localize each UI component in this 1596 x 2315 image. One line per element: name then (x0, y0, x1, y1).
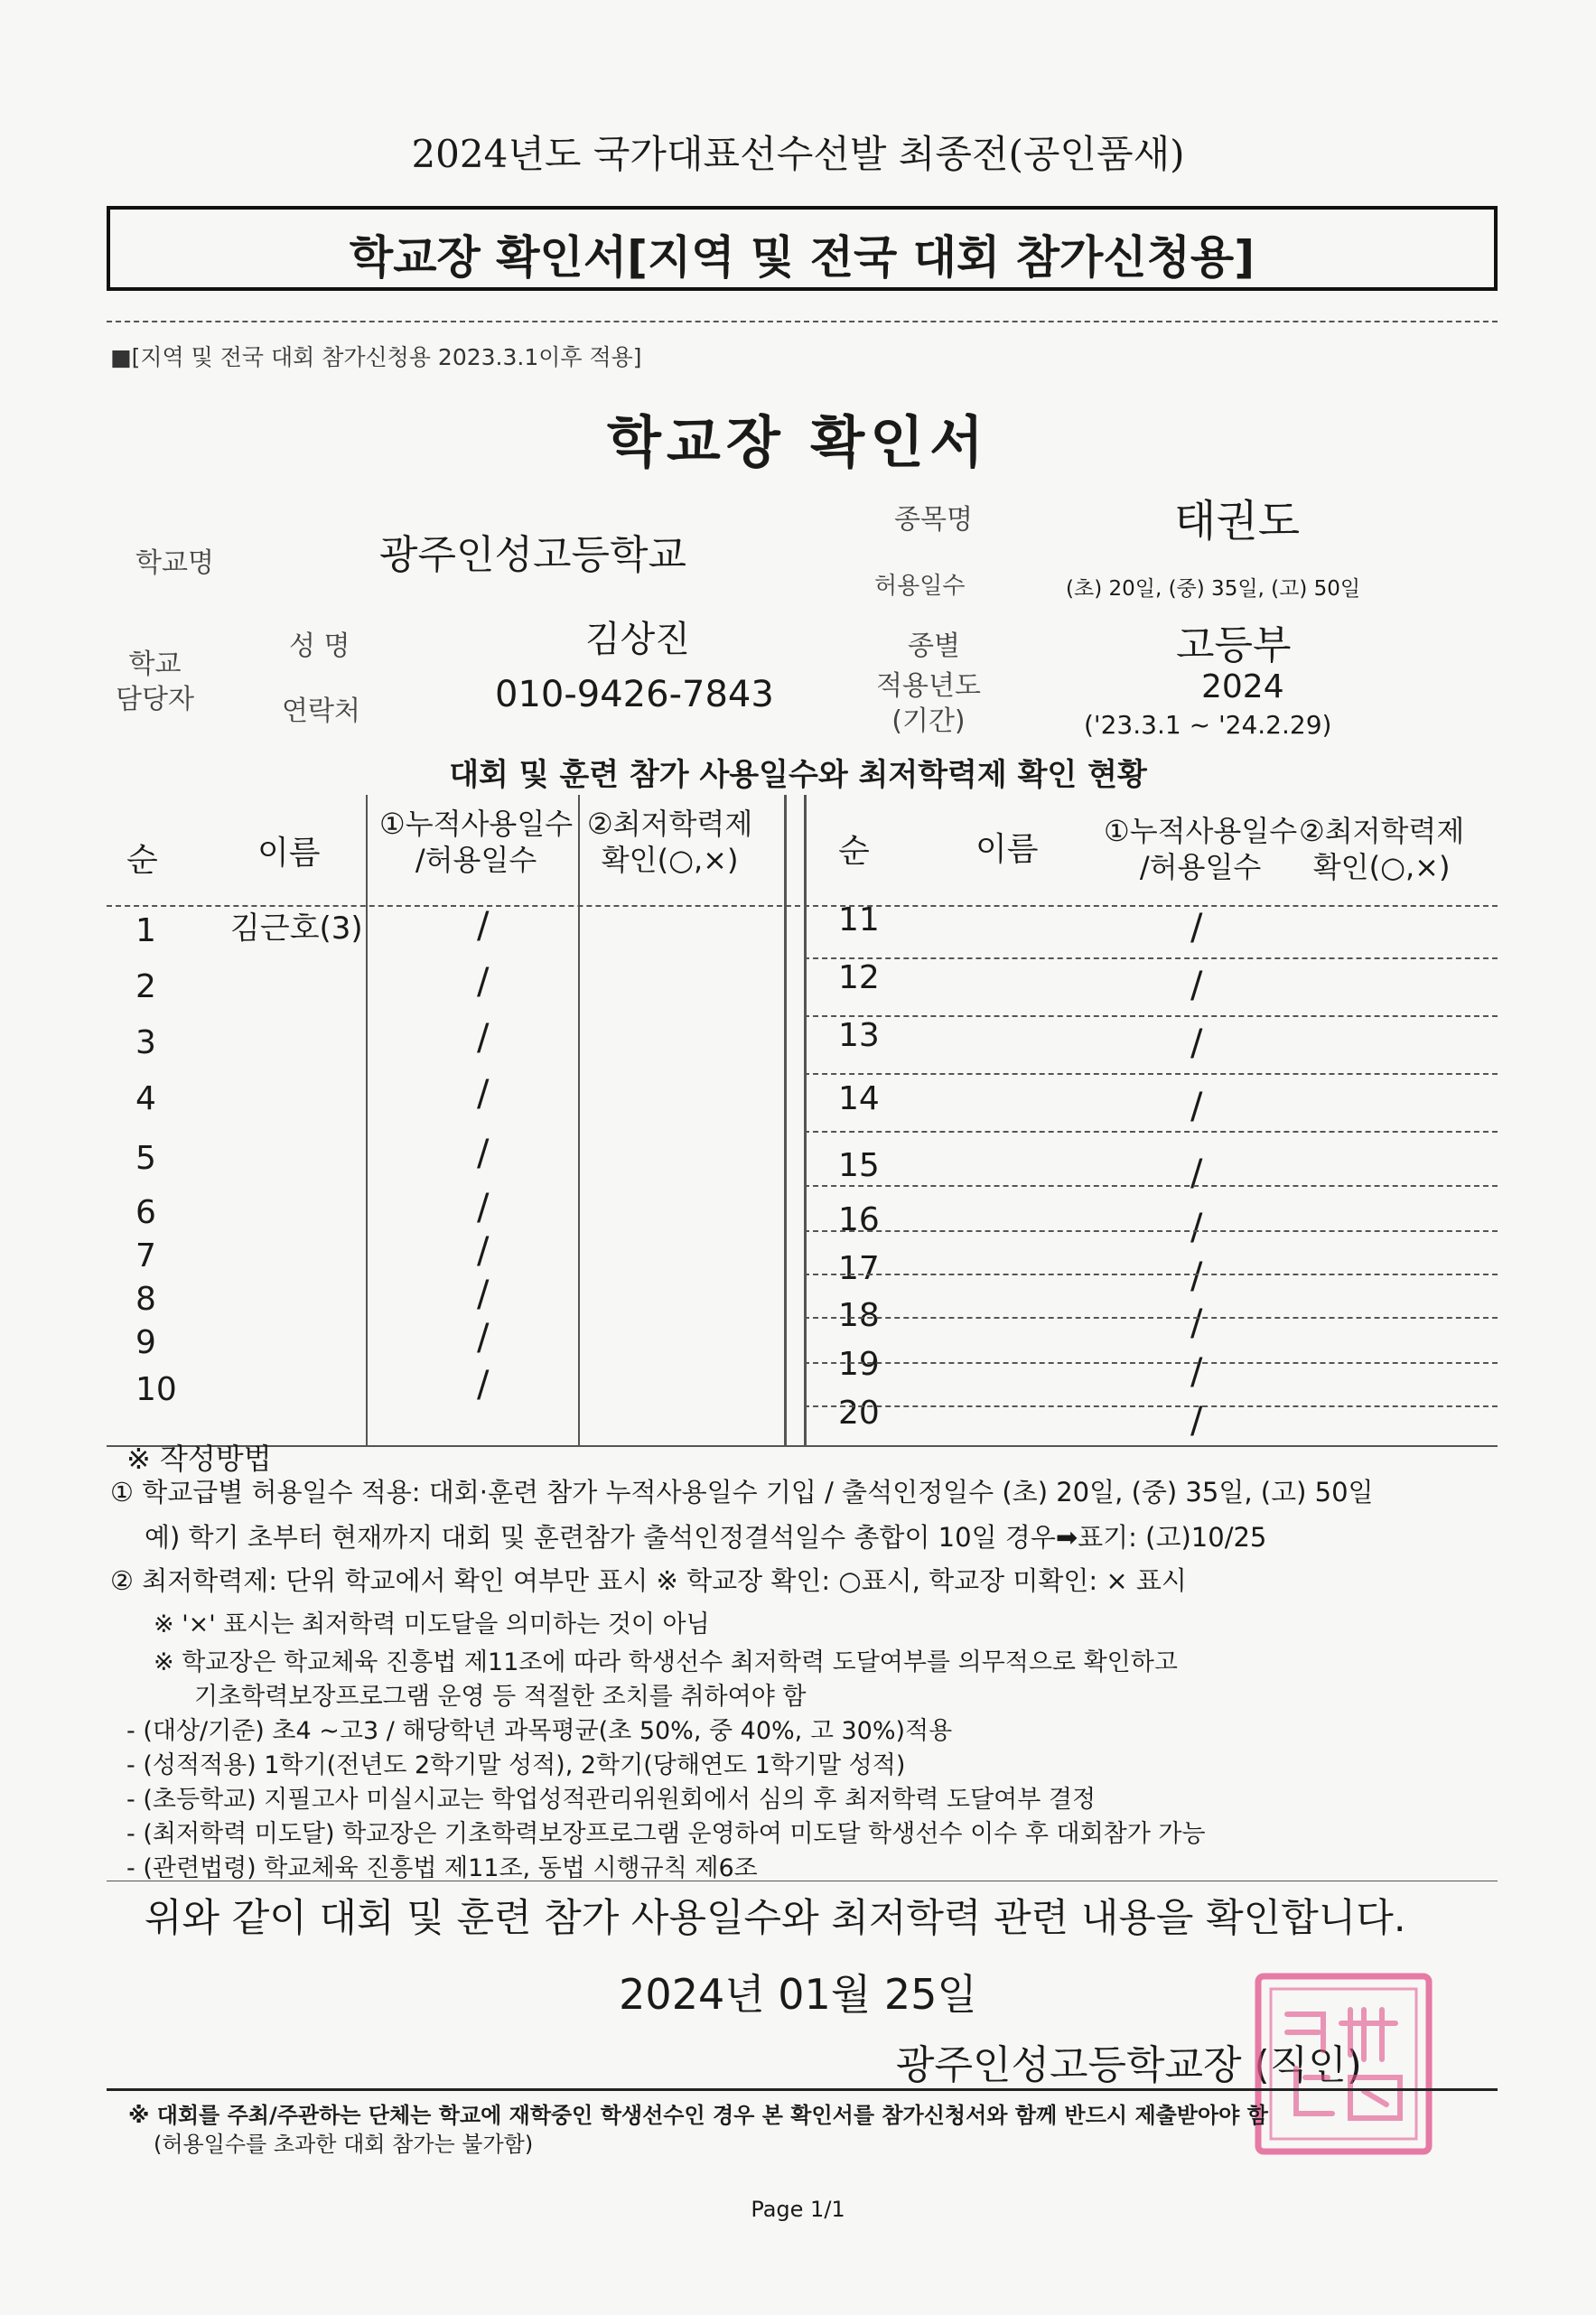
instructions-heading: ※ 작성방법 (126, 1442, 272, 1476)
col-days-left: ①누적사용일수 /허용일수 (379, 807, 574, 877)
row-number: 7 (135, 1237, 156, 1274)
manager-label: 학교 담당자 (116, 649, 194, 715)
days-slash: / (1190, 1302, 1203, 1344)
days-slash: / (477, 1187, 490, 1228)
days-slash: / (477, 1133, 490, 1174)
instruction-line: - (대상/기준) 초4 ~고3 / 해당학년 과목평균(초 50%, 중 40%, 고 30%)적용 (126, 1717, 953, 1745)
period-value: ('23.3.1 ~ '24.2.29) (1084, 710, 1332, 740)
name-value: 김상진 (585, 619, 690, 660)
grid-line (107, 1445, 1498, 1447)
days-slash: / (477, 1073, 490, 1115)
contact-label: 연락처 (282, 695, 360, 727)
notice-line: ■[지역 및 전국 대회 참가신청용 2023.3.1이후 적용] (110, 344, 642, 370)
days-slash: / (477, 1364, 490, 1405)
instruction-line: - (최저학력 미도달) 학교장은 기초학력보장프로그램 운영하여 미도달 학생선수 이수 후 대회참가 가능 (126, 1820, 1206, 1848)
official-seal-stamp (1251, 1969, 1436, 2159)
row-separator (804, 1317, 1498, 1319)
days-slash: / (1190, 1022, 1203, 1064)
row-number: 12 (838, 959, 880, 996)
row-separator (804, 1015, 1498, 1017)
grid-line (784, 795, 787, 1445)
divider (107, 2088, 1498, 2091)
col-no-left: 순 (126, 842, 158, 879)
col-name-left: 이름 (257, 835, 321, 872)
instruction-line: - (초등학교) 지필고사 미실시교는 학업성적관리위원회에서 심의 후 최저학력 도달여부 결정 (126, 1786, 1097, 1814)
row-number: 19 (838, 1346, 880, 1383)
col-no-right: 순 (838, 833, 870, 870)
divider (107, 321, 1498, 322)
issue-date: 2024년 01월 25일 (619, 1970, 977, 2019)
instruction-line: 기초학력보장프로그램 운영 등 적절한 조치를 취하여야 함 (194, 1683, 807, 1711)
row-separator (804, 1405, 1498, 1407)
col-academic-left: ②최저학력제 확인(○,×) (587, 807, 753, 877)
col-days-right: ①누적사용일수 /허용일수 (1104, 814, 1298, 884)
days-slash: / (477, 1317, 490, 1358)
instruction-line: - (성적적용) 1학기(전년도 2학기말 성적), 2학기(당해연도 1학기말 성적) (126, 1751, 906, 1779)
days-slash: / (1190, 1400, 1203, 1442)
row-number: 15 (838, 1147, 880, 1184)
section-title: 대회 및 훈련 참가 사용일수와 최저학력제 확인 현황 (449, 757, 1147, 793)
instruction-line: - (관련법령) 학교체육 진흥법 제11조, 동법 시행규칙 제6조 (126, 1854, 758, 1882)
instruction-line: ① 학교급별 허용일수 적용: 대회·훈련 참가 누적사용일수 기입 / 출석인정일수 (초) 20일, (중) 35일, (고) 50일 (110, 1477, 1374, 1508)
row-number: 4 (135, 1080, 156, 1117)
row-separator (804, 957, 1498, 959)
row-number: 2 (135, 968, 156, 1005)
days-slash: / (477, 1017, 490, 1059)
instruction-line: 예) 학기 초부터 현재까지 대회 및 훈련참가 출석인정결석일수 총합이 10일 경우➡표기: (고)10/25 (145, 1522, 1267, 1553)
row-number: 13 (838, 1017, 880, 1054)
col-academic-right: ②최저학력제 확인(○,×) (1299, 814, 1465, 884)
row-number: 5 (135, 1140, 156, 1177)
days-slash: / (1190, 1086, 1203, 1127)
instruction-line: ② 최저학력제: 단위 학교에서 확인 여부만 표시 ※ 학교장 확인: ○표시, 학교장 미확인: × 표시 (110, 1565, 1187, 1596)
signer: 광주인성고등학교장 (직인) (896, 2042, 1362, 2088)
row-separator (804, 1185, 1498, 1187)
doc-title: 학교장 확인서 (607, 409, 989, 475)
row-number: 6 (135, 1194, 156, 1231)
grid-line (366, 795, 368, 1445)
days-slash: / (477, 1230, 490, 1272)
days-slash: / (477, 961, 490, 1003)
school-value: 광주인성고등학교 (379, 532, 687, 578)
row-number: 11 (838, 901, 880, 938)
row-number: 16 (838, 1201, 880, 1238)
grid-line (804, 795, 807, 1445)
footnote: (허용일수를 초과한 대회 참가는 불가함) (154, 2132, 534, 2157)
days-slash: / (1190, 1256, 1203, 1297)
row-number: 14 (838, 1080, 880, 1117)
row-number: 18 (838, 1297, 880, 1334)
row-number: 3 (135, 1024, 156, 1061)
row-separator (804, 1230, 1498, 1232)
contact-value: 010-9426-7843 (495, 674, 774, 715)
page-number: Page 1/1 (751, 2197, 845, 2222)
row-number: 17 (838, 1250, 880, 1287)
days-slash: / (1190, 965, 1203, 1006)
row-number: 8 (135, 1281, 156, 1318)
allowed-days-label: 허용일수 (874, 573, 966, 600)
instruction-line: ※ 학교장은 학교체육 진흥법 제11조에 따라 학생선수 최저학력 도달여부를 의무적으로 확인하고 (154, 1648, 1178, 1676)
event-value: 태권도 (1174, 496, 1301, 546)
days-slash: / (1190, 1207, 1203, 1248)
days-slash: / (1190, 907, 1203, 948)
col-name-right: 이름 (975, 831, 1039, 868)
year-label: 적용년도 (기간) (876, 670, 981, 737)
row-separator (804, 1274, 1498, 1275)
footnote: ※ 대회를 주최/주관하는 단체는 학교에 재학중인 학생선수인 경우 본 확인서를 참가신청서와 함께 반드시 제출받아야 함 (128, 2103, 1268, 2128)
row-number: 20 (838, 1395, 880, 1432)
row-number: 1 (135, 912, 156, 949)
days-slash: / (1190, 1351, 1203, 1393)
athlete-name: 김근호(3) (230, 910, 363, 947)
days-slash: / (477, 905, 490, 947)
grid-line (578, 795, 580, 1445)
event-label: 종목명 (894, 504, 973, 536)
affirm-statement: 위와 같이 대회 및 훈련 참가 사용일수와 최저학력 관련 내용을 확인합니다. (145, 1896, 1406, 1941)
days-slash: / (477, 1274, 490, 1315)
row-number: 10 (135, 1371, 177, 1408)
row-separator (804, 1131, 1498, 1133)
school-label: 학교명 (135, 547, 214, 579)
top-title: 2024년도 국가대표선수선발 최종전(공인품새) (411, 132, 1185, 176)
name-label: 성 명 (289, 630, 350, 662)
division-value: 고등부 (1176, 622, 1292, 668)
allowed-days-value: (초) 20일, (중) 35일, (고) 50일 (1066, 577, 1361, 601)
days-slash: / (1190, 1153, 1203, 1194)
main-title: 학교장 확인서[지역 및 전국 대회 참가신청용] (349, 231, 1255, 284)
instruction-line: ※ '×' 표시는 최저학력 미도달을 의미하는 것이 아님 (154, 1610, 710, 1638)
year-value: 2024 (1201, 668, 1284, 705)
row-separator (804, 1362, 1498, 1364)
division-label: 종별 (908, 630, 960, 662)
row-separator (804, 1073, 1498, 1075)
row-number: 9 (135, 1324, 156, 1361)
